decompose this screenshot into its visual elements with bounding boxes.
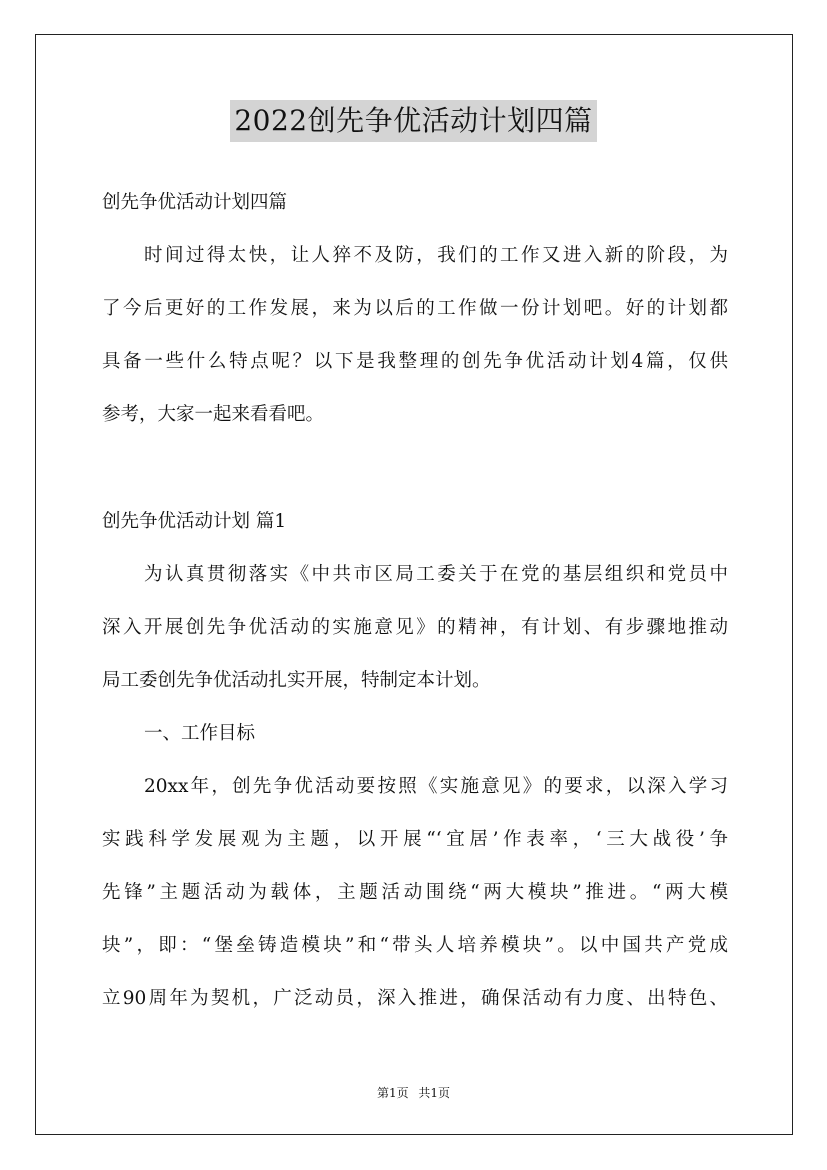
intro-line: 具备一些什么特点呢？以下是我整理的创先争优活动计划4篇，仅供: [102, 351, 728, 372]
intro-line: 了今后更好的工作发展，来为以后的工作做一份计划吧。好的计划都: [102, 298, 728, 319]
body-line: 为认真贯彻落实《中共市区局工委关于在党的基层组织和党员中: [144, 564, 728, 585]
intro-line: 时间过得太快，让人猝不及防，我们的工作又进入新的阶段，为: [144, 245, 728, 266]
goal-line: 20xx年，创先争优活动要按照《实施意见》的要求，以深入学习: [144, 776, 728, 797]
goal-line: 先锋”主题活动为载体，主题活动围绕“两大模块”推进。“两大模: [102, 882, 728, 903]
intro-line: 参考，大家一起来看看吧。: [102, 404, 325, 425]
body-line: 深入开展创先争优活动的实施意见》的精神，有计划、有步骤地推动: [102, 617, 728, 638]
section-heading: 创先争优活动计划 篇1: [102, 511, 287, 532]
goal-heading: 一、工作目标: [144, 723, 256, 744]
title-area: [0, 100, 827, 142]
page-number-total: 共1页: [418, 1086, 451, 1100]
paragraph-gap: [102, 441, 728, 495]
goal-line: 立90周年为契机，广泛动员，深入推进，确保活动有力度、出特色、: [102, 988, 728, 1009]
document-body: [102, 176, 728, 1025]
page-footer: [0, 1084, 827, 1102]
body-line: 局工委创先争优活动扎实开展，特制定本计划。: [102, 670, 491, 691]
subtitle: 创先争优活动计划四篇: [102, 192, 288, 213]
page-number-current: 第1页: [376, 1086, 409, 1100]
goal-line: 实践科学发展观为主题，以开展“‘宜居’作表率，‘三大战役’争: [102, 829, 728, 850]
goal-line: 块”，即：“堡垒铸造模块”和“带头人培养模块”。以中国共产党成: [102, 935, 728, 956]
document-title: 2022创先争优活动计划四篇: [230, 100, 596, 142]
